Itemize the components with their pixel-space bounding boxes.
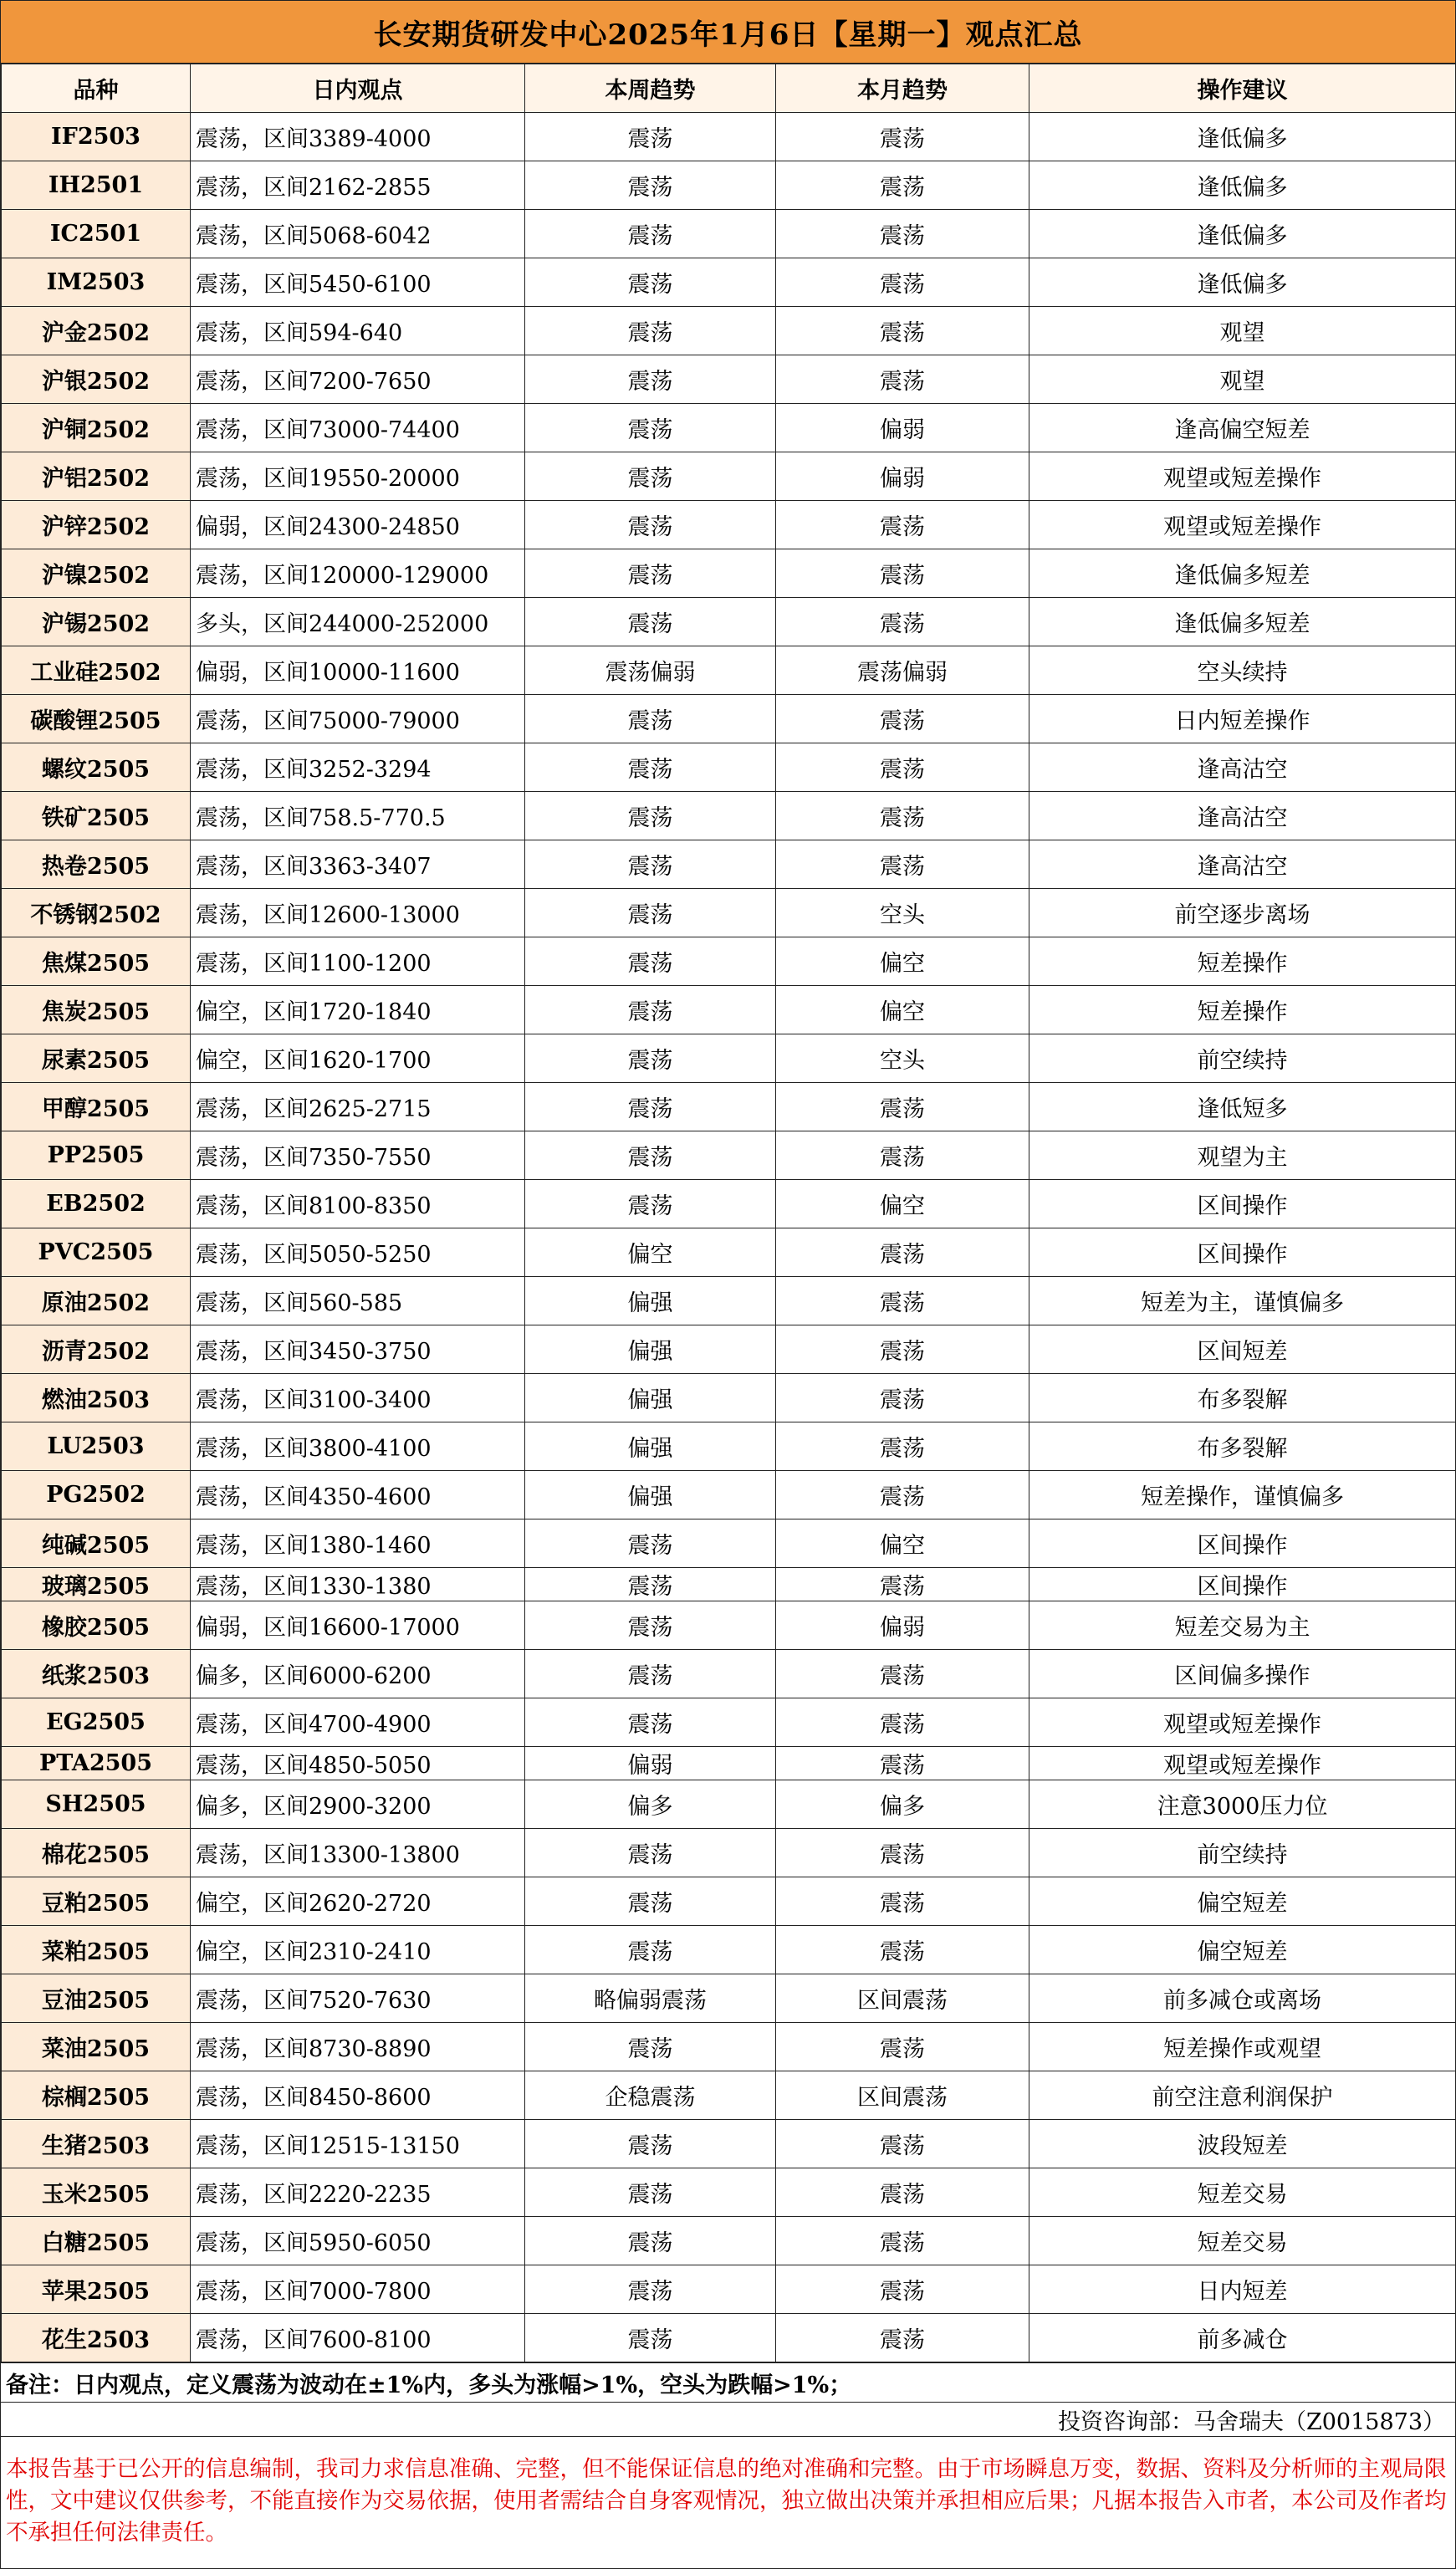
variety-cell: EG2505 [2, 1698, 191, 1747]
intraday-view-cell: 偏空，区间1620-1700 [191, 1034, 525, 1083]
header-intraday-view: 日内观点 [191, 64, 525, 113]
table-row [2, 1083, 1456, 1131]
table-row [2, 1698, 1456, 1747]
intraday-view-cell: 震荡，区间7200-7650 [191, 355, 525, 404]
intraday-view-cell: 震荡，区间5050-5250 [191, 1228, 525, 1277]
advice-cell: 注意3000压力位 [1029, 1780, 1456, 1829]
intraday-view-cell: 震荡，区间3100-3400 [191, 1374, 525, 1422]
variety-cell: IF2503 [2, 113, 191, 161]
report-title: 长安期货研发中心2025年1月6日【星期一】观点汇总 [1, 1, 1455, 64]
week-trend-cell: 震荡 [525, 1877, 776, 1926]
advice-cell: 布多裂解 [1029, 1422, 1456, 1471]
month-trend-cell: 震荡 [776, 695, 1029, 743]
table-row [2, 258, 1456, 307]
variety-cell: 菜油2505 [2, 2023, 191, 2071]
month-trend-cell: 震荡 [776, 1083, 1029, 1131]
intraday-view-cell: 震荡，区间2625-2715 [191, 1083, 525, 1131]
variety-cell: 沪铝2502 [2, 452, 191, 501]
week-trend-cell: 震荡 [525, 307, 776, 355]
variety-cell: 沪银2502 [2, 355, 191, 404]
table-row [2, 889, 1456, 937]
week-trend-cell: 震荡 [525, 1568, 776, 1601]
variety-cell: 原油2502 [2, 1277, 191, 1325]
table-row [2, 646, 1456, 695]
variety-cell: 豆粕2505 [2, 1877, 191, 1926]
week-trend-cell: 震荡 [525, 501, 776, 549]
advice-cell: 空头续持 [1029, 646, 1456, 695]
intraday-view-cell: 震荡，区间8730-8890 [191, 2023, 525, 2071]
variety-cell: 沪锡2502 [2, 598, 191, 646]
header-advice: 操作建议 [1029, 64, 1456, 113]
month-trend-cell: 震荡 [776, 598, 1029, 646]
table-row [2, 1228, 1456, 1277]
advice-cell: 前空注意利润保护 [1029, 2071, 1456, 2120]
intraday-view-cell: 震荡，区间1100-1200 [191, 937, 525, 986]
week-trend-cell: 震荡 [525, 1131, 776, 1180]
table-row [2, 2071, 1456, 2120]
table-row [2, 986, 1456, 1034]
table-row [2, 598, 1456, 646]
table-row [2, 549, 1456, 598]
variety-cell: 焦炭2505 [2, 986, 191, 1034]
month-trend-cell: 偏空 [776, 1180, 1029, 1228]
intraday-view-cell: 震荡，区间1380-1460 [191, 1519, 525, 1568]
table-row [2, 1650, 1456, 1698]
week-trend-cell: 震荡 [525, 404, 776, 452]
advice-cell: 逢低短多 [1029, 1083, 1456, 1131]
intraday-view-cell: 偏多，区间2900-3200 [191, 1780, 525, 1829]
advice-cell: 前空续持 [1029, 1829, 1456, 1877]
month-trend-cell: 震荡 [776, 1325, 1029, 1374]
week-trend-cell: 偏空 [525, 1228, 776, 1277]
intraday-view-cell: 震荡，区间7520-7630 [191, 1974, 525, 2023]
intraday-view-cell: 震荡，区间5450-6100 [191, 258, 525, 307]
month-trend-cell: 偏多 [776, 1780, 1029, 1829]
month-trend-cell: 震荡 [776, 1422, 1029, 1471]
month-trend-cell: 震荡 [776, 549, 1029, 598]
table-row [2, 1519, 1456, 1568]
header-week-trend: 本周趋势 [525, 64, 776, 113]
week-trend-cell: 震荡 [525, 792, 776, 840]
advice-cell: 短差为主，谨慎偏多 [1029, 1277, 1456, 1325]
month-trend-cell: 震荡 [776, 2217, 1029, 2265]
month-trend-cell: 震荡 [776, 210, 1029, 258]
advice-cell: 逢低偏多 [1029, 161, 1456, 210]
variety-cell: 工业硅2502 [2, 646, 191, 695]
week-trend-cell: 略偏弱震荡 [525, 1974, 776, 2023]
week-trend-cell: 偏强 [525, 1277, 776, 1325]
intraday-view-cell: 震荡，区间3252-3294 [191, 743, 525, 792]
variety-cell: 棉花2505 [2, 1829, 191, 1877]
advice-cell: 逢低偏多 [1029, 210, 1456, 258]
table-row [2, 840, 1456, 889]
advice-cell: 短差交易为主 [1029, 1601, 1456, 1650]
header-variety: 品种 [2, 64, 191, 113]
intraday-view-cell: 震荡，区间560-585 [191, 1277, 525, 1325]
month-trend-cell: 震荡 [776, 1877, 1029, 1926]
month-trend-cell: 区间震荡 [776, 2071, 1029, 2120]
variety-cell: 焦煤2505 [2, 937, 191, 986]
month-trend-cell: 震荡 [776, 2265, 1029, 2314]
week-trend-cell: 震荡 [525, 161, 776, 210]
month-trend-cell: 区间震荡 [776, 1974, 1029, 2023]
table-row [2, 743, 1456, 792]
variety-cell: PG2502 [2, 1471, 191, 1519]
advice-cell: 观望或短差操作 [1029, 501, 1456, 549]
advice-cell: 观望 [1029, 307, 1456, 355]
week-trend-cell: 企稳震荡 [525, 2071, 776, 2120]
variety-cell: 燃油2503 [2, 1374, 191, 1422]
week-trend-cell: 震荡 [525, 937, 776, 986]
table-row [2, 695, 1456, 743]
table-row [2, 2168, 1456, 2217]
intraday-view-cell: 震荡，区间5068-6042 [191, 210, 525, 258]
intraday-view-cell: 震荡，区间7350-7550 [191, 1131, 525, 1180]
month-trend-cell: 偏空 [776, 937, 1029, 986]
intraday-view-cell: 震荡，区间4350-4600 [191, 1471, 525, 1519]
intraday-view-cell: 震荡，区间19550-20000 [191, 452, 525, 501]
week-trend-cell: 震荡 [525, 210, 776, 258]
month-trend-cell: 震荡 [776, 113, 1029, 161]
intraday-view-cell: 震荡，区间1330-1380 [191, 1568, 525, 1601]
intraday-view-cell: 震荡，区间7000-7800 [191, 2265, 525, 2314]
month-trend-cell: 震荡 [776, 1228, 1029, 1277]
advice-cell: 逢高沽空 [1029, 840, 1456, 889]
variety-cell: SH2505 [2, 1780, 191, 1829]
month-trend-cell: 偏空 [776, 986, 1029, 1034]
table-row [2, 1974, 1456, 2023]
table-row [2, 2023, 1456, 2071]
variety-cell: 纸浆2503 [2, 1650, 191, 1698]
week-trend-cell: 偏弱 [525, 1747, 776, 1780]
advice-cell: 前空逐步离场 [1029, 889, 1456, 937]
table-row [2, 937, 1456, 986]
week-trend-cell: 震荡 [525, 2314, 776, 2362]
month-trend-cell: 震荡 [776, 258, 1029, 307]
table-row [2, 1325, 1456, 1374]
intraday-view-cell: 震荡，区间73000-74400 [191, 404, 525, 452]
month-trend-cell: 偏弱 [776, 452, 1029, 501]
month-trend-cell: 震荡 [776, 355, 1029, 404]
intraday-view-cell: 震荡，区间8450-8600 [191, 2071, 525, 2120]
variety-cell: IH2501 [2, 161, 191, 210]
views-table [1, 64, 1456, 2362]
advice-cell: 区间操作 [1029, 1519, 1456, 1568]
advice-cell: 逢低偏多短差 [1029, 598, 1456, 646]
advice-cell: 短差交易 [1029, 2168, 1456, 2217]
intraday-view-cell: 震荡，区间120000-129000 [191, 549, 525, 598]
variety-cell: EB2502 [2, 1180, 191, 1228]
intraday-view-cell: 偏空，区间2310-2410 [191, 1926, 525, 1974]
week-trend-cell: 震荡 [525, 889, 776, 937]
week-trend-cell: 震荡 [525, 1926, 776, 1974]
advice-cell: 日内短差 [1029, 2265, 1456, 2314]
variety-cell: PP2505 [2, 1131, 191, 1180]
advice-cell: 观望 [1029, 355, 1456, 404]
month-trend-cell: 震荡 [776, 1277, 1029, 1325]
variety-cell: IM2503 [2, 258, 191, 307]
table-row [2, 2217, 1456, 2265]
variety-cell: 玻璃2505 [2, 1568, 191, 1601]
disclaimer: 本报告基于已公开的信息编制，我司力求信息准确、完整，但不能保证信息的绝对准确和完整。由于市场瞬息万变，数据、资料及分析师的主观局限性，文中建议仅供参考，不能直接作为交易依据，使用者需结合自身客观情况，独立做出决策并承担相应后果；凡据本报告入市者，本公司及作者均不承担任何法律责任。 [1, 2436, 1455, 2568]
intraday-view-cell: 震荡，区间3450-3750 [191, 1325, 525, 1374]
table-row [2, 1747, 1456, 1780]
variety-cell: 甲醇2505 [2, 1083, 191, 1131]
variety-cell: 螺纹2505 [2, 743, 191, 792]
week-trend-cell: 震荡 [525, 452, 776, 501]
intraday-view-cell: 震荡，区间3800-4100 [191, 1422, 525, 1471]
advice-cell: 区间操作 [1029, 1568, 1456, 1601]
advice-cell: 逢高沽空 [1029, 743, 1456, 792]
week-trend-cell: 偏强 [525, 1422, 776, 1471]
month-trend-cell: 震荡 [776, 743, 1029, 792]
table-row [2, 1034, 1456, 1083]
month-trend-cell: 震荡 [776, 1650, 1029, 1698]
week-trend-cell: 震荡 [525, 2120, 776, 2168]
variety-cell: 生猪2503 [2, 2120, 191, 2168]
table-row [2, 161, 1456, 210]
week-trend-cell: 震荡 [525, 986, 776, 1034]
intraday-view-cell: 震荡，区间4850-5050 [191, 1747, 525, 1780]
contact-line: 投资咨询部：马舍瑞夫（Z0015873） [1, 2402, 1455, 2436]
intraday-view-cell: 多头，区间244000-252000 [191, 598, 525, 646]
advice-cell: 观望或短差操作 [1029, 1698, 1456, 1747]
week-trend-cell: 震荡 [525, 258, 776, 307]
variety-cell: LU2503 [2, 1422, 191, 1471]
intraday-view-cell: 震荡，区间8100-8350 [191, 1180, 525, 1228]
advice-cell: 波段短差 [1029, 2120, 1456, 2168]
week-trend-cell: 偏强 [525, 1325, 776, 1374]
header-row [2, 64, 1456, 113]
table-row [2, 1277, 1456, 1325]
month-trend-cell: 震荡偏弱 [776, 646, 1029, 695]
week-trend-cell: 震荡 [525, 2168, 776, 2217]
variety-cell: 棕榈2505 [2, 2071, 191, 2120]
week-trend-cell: 震荡 [525, 598, 776, 646]
week-trend-cell: 震荡 [525, 840, 776, 889]
intraday-view-cell: 震荡，区间758.5-770.5 [191, 792, 525, 840]
week-trend-cell: 震荡 [525, 1698, 776, 1747]
advice-cell: 短差操作，谨慎偏多 [1029, 1471, 1456, 1519]
month-trend-cell: 空头 [776, 889, 1029, 937]
week-trend-cell: 震荡 [525, 2265, 776, 2314]
table-row [2, 1926, 1456, 1974]
advice-cell: 观望或短差操作 [1029, 452, 1456, 501]
week-trend-cell: 震荡 [525, 1601, 776, 1650]
table-row [2, 2265, 1456, 2314]
variety-cell: 菜粕2505 [2, 1926, 191, 1974]
intraday-view-cell: 震荡，区间594-640 [191, 307, 525, 355]
variety-cell: 热卷2505 [2, 840, 191, 889]
advice-cell: 区间偏多操作 [1029, 1650, 1456, 1698]
month-trend-cell: 震荡 [776, 307, 1029, 355]
month-trend-cell: 偏空 [776, 1519, 1029, 1568]
month-trend-cell: 震荡 [776, 1471, 1029, 1519]
variety-cell: 沪锌2502 [2, 501, 191, 549]
week-trend-cell: 震荡 [525, 1083, 776, 1131]
variety-cell: 橡胶2505 [2, 1601, 191, 1650]
advice-cell: 日内短差操作 [1029, 695, 1456, 743]
intraday-view-cell: 偏空，区间2620-2720 [191, 1877, 525, 1926]
table-row [2, 452, 1456, 501]
table-row [2, 113, 1456, 161]
table-body [2, 113, 1456, 2362]
week-trend-cell: 震荡 [525, 1180, 776, 1228]
advice-cell: 偏空短差 [1029, 1926, 1456, 1974]
advice-cell: 观望或短差操作 [1029, 1747, 1456, 1780]
table-row [2, 1568, 1456, 1601]
intraday-view-cell: 震荡，区间12600-13000 [191, 889, 525, 937]
advice-cell: 布多裂解 [1029, 1374, 1456, 1422]
variety-cell: 豆油2505 [2, 1974, 191, 2023]
week-trend-cell: 震荡 [525, 113, 776, 161]
month-trend-cell: 震荡 [776, 161, 1029, 210]
advice-cell: 观望为主 [1029, 1131, 1456, 1180]
intraday-view-cell: 偏弱，区间10000-11600 [191, 646, 525, 695]
advice-cell: 区间短差 [1029, 1325, 1456, 1374]
intraday-view-cell: 震荡，区间3363-3407 [191, 840, 525, 889]
week-trend-cell: 震荡 [525, 695, 776, 743]
table-row [2, 501, 1456, 549]
intraday-view-cell: 偏弱，区间16600-17000 [191, 1601, 525, 1650]
table-row [2, 1601, 1456, 1650]
month-trend-cell: 震荡 [776, 1131, 1029, 1180]
variety-cell: 不锈钢2502 [2, 889, 191, 937]
advice-cell: 区间操作 [1029, 1228, 1456, 1277]
table-row [2, 210, 1456, 258]
table-row [2, 2314, 1456, 2362]
advice-cell: 短差操作 [1029, 937, 1456, 986]
table-row [2, 2120, 1456, 2168]
month-trend-cell: 震荡 [776, 840, 1029, 889]
advice-cell: 前多减仓 [1029, 2314, 1456, 2362]
month-trend-cell: 偏弱 [776, 404, 1029, 452]
advice-cell: 短差操作或观望 [1029, 2023, 1456, 2071]
intraday-view-cell: 震荡，区间7600-8100 [191, 2314, 525, 2362]
intraday-view-cell: 震荡，区间2162-2855 [191, 161, 525, 210]
variety-cell: 纯碱2505 [2, 1519, 191, 1568]
month-trend-cell: 震荡 [776, 1926, 1029, 1974]
intraday-view-cell: 震荡，区间3389-4000 [191, 113, 525, 161]
advice-cell: 逢高沽空 [1029, 792, 1456, 840]
variety-cell: PVC2505 [2, 1228, 191, 1277]
table-row [2, 792, 1456, 840]
week-trend-cell: 震荡 [525, 2217, 776, 2265]
table-row [2, 355, 1456, 404]
table-row [2, 1374, 1456, 1422]
advice-cell: 短差交易 [1029, 2217, 1456, 2265]
intraday-view-cell: 震荡，区间12515-13150 [191, 2120, 525, 2168]
variety-cell: 沪金2502 [2, 307, 191, 355]
week-trend-cell: 震荡 [525, 1034, 776, 1083]
week-trend-cell: 偏多 [525, 1780, 776, 1829]
week-trend-cell: 偏强 [525, 1374, 776, 1422]
table-row [2, 1131, 1456, 1180]
variety-cell: 沥青2502 [2, 1325, 191, 1374]
advice-cell: 偏空短差 [1029, 1877, 1456, 1926]
variety-cell: 碳酸锂2505 [2, 695, 191, 743]
footnote: 备注：日内观点，定义震荡为波动在±1%内，多头为涨幅>1%，空头为跌幅>1%； [1, 2362, 1455, 2402]
advice-cell: 逢低偏多 [1029, 113, 1456, 161]
intraday-view-cell: 震荡，区间75000-79000 [191, 695, 525, 743]
table-row [2, 1829, 1456, 1877]
variety-cell: IC2501 [2, 210, 191, 258]
week-trend-cell: 震荡 [525, 1829, 776, 1877]
intraday-view-cell: 偏弱，区间24300-24850 [191, 501, 525, 549]
variety-cell: 花生2503 [2, 2314, 191, 2362]
month-trend-cell: 震荡 [776, 1747, 1029, 1780]
week-trend-cell: 震荡 [525, 549, 776, 598]
week-trend-cell: 震荡 [525, 743, 776, 792]
variety-cell: 铁矿2505 [2, 792, 191, 840]
variety-cell: 尿素2505 [2, 1034, 191, 1083]
variety-cell: 玉米2505 [2, 2168, 191, 2217]
advice-cell: 逢高偏空短差 [1029, 404, 1456, 452]
month-trend-cell: 震荡 [776, 2120, 1029, 2168]
intraday-view-cell: 震荡，区间2220-2235 [191, 2168, 525, 2217]
month-trend-cell: 震荡 [776, 1374, 1029, 1422]
week-trend-cell: 震荡偏弱 [525, 646, 776, 695]
month-trend-cell: 震荡 [776, 792, 1029, 840]
month-trend-cell: 震荡 [776, 2168, 1029, 2217]
advice-cell: 逢低偏多短差 [1029, 549, 1456, 598]
intraday-view-cell: 震荡，区间13300-13800 [191, 1829, 525, 1877]
intraday-view-cell: 震荡，区间5950-6050 [191, 2217, 525, 2265]
advice-cell: 短差操作 [1029, 986, 1456, 1034]
month-trend-cell: 震荡 [776, 501, 1029, 549]
month-trend-cell: 震荡 [776, 2314, 1029, 2362]
table-row [2, 1422, 1456, 1471]
month-trend-cell: 震荡 [776, 1829, 1029, 1877]
month-trend-cell: 偏弱 [776, 1601, 1029, 1650]
month-trend-cell: 震荡 [776, 1698, 1029, 1747]
advice-cell: 前多减仓或离场 [1029, 1974, 1456, 2023]
month-trend-cell: 空头 [776, 1034, 1029, 1083]
month-trend-cell: 震荡 [776, 1568, 1029, 1601]
table-row [2, 1471, 1456, 1519]
variety-cell: PTA2505 [2, 1747, 191, 1780]
advice-cell: 前空续持 [1029, 1034, 1456, 1083]
variety-cell: 沪镍2502 [2, 549, 191, 598]
intraday-view-cell: 震荡，区间4700-4900 [191, 1698, 525, 1747]
table-row [2, 307, 1456, 355]
week-trend-cell: 震荡 [525, 2023, 776, 2071]
variety-cell: 白糖2505 [2, 2217, 191, 2265]
week-trend-cell: 震荡 [525, 1650, 776, 1698]
table-row [2, 1877, 1456, 1926]
table-row [2, 404, 1456, 452]
intraday-view-cell: 偏多，区间6000-6200 [191, 1650, 525, 1698]
month-trend-cell: 震荡 [776, 2023, 1029, 2071]
week-trend-cell: 震荡 [525, 1519, 776, 1568]
week-trend-cell: 震荡 [525, 355, 776, 404]
variety-cell: 沪铜2502 [2, 404, 191, 452]
week-trend-cell: 偏强 [525, 1471, 776, 1519]
advice-cell: 逢低偏多 [1029, 258, 1456, 307]
intraday-view-cell: 偏空，区间1720-1840 [191, 986, 525, 1034]
variety-cell: 苹果2505 [2, 2265, 191, 2314]
advice-cell: 区间操作 [1029, 1180, 1456, 1228]
table-row [2, 1780, 1456, 1829]
header-month-trend: 本月趋势 [776, 64, 1029, 113]
table-row [2, 1180, 1456, 1228]
